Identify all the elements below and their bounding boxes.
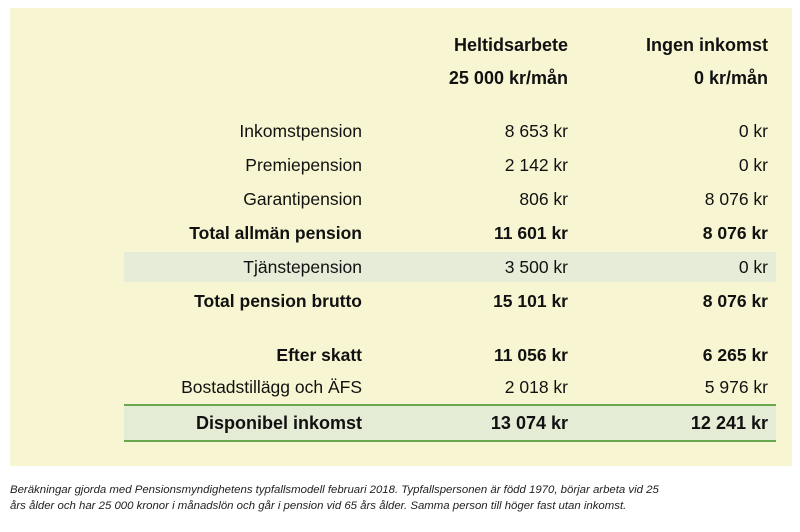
column-header-noincome-salary: 0 kr/mån bbox=[693, 68, 768, 88]
row-label: Tjänstepension bbox=[243, 257, 362, 277]
row-value-noincome: 8 076 kr bbox=[702, 291, 768, 311]
table-row-premiepension bbox=[10, 150, 792, 180]
row-value-fulltime: 11 601 kr bbox=[494, 223, 568, 243]
row-value-noincome: 8 076 kr bbox=[702, 223, 768, 243]
footnote-line-2: års ålder och har 25 000 kronor i månadslön och går i pension vid 65 års ålder. Samma person till höger fast utan inkomst. bbox=[10, 500, 627, 512]
footnote bbox=[10, 482, 790, 514]
row-label: Efter skatt bbox=[276, 345, 362, 365]
row-value-fulltime: 15 101 kr bbox=[493, 291, 568, 311]
row-value-fulltime: 2 018 kr bbox=[504, 377, 568, 397]
row-value-fulltime: 3 500 kr bbox=[504, 257, 568, 277]
row-value-noincome: 6 265 kr bbox=[702, 345, 768, 365]
table-row-tjanstepension bbox=[124, 252, 776, 282]
column-header-noincome bbox=[576, 34, 768, 89]
pension-table-panel bbox=[10, 8, 792, 466]
row-value-noincome: 0 kr bbox=[738, 121, 768, 141]
column-header-fulltime bbox=[400, 34, 568, 89]
row-value-noincome: 12 241 kr bbox=[690, 413, 768, 433]
table-row-total-pension-brutto bbox=[10, 286, 792, 316]
row-value-fulltime: 13 074 kr bbox=[490, 413, 568, 433]
table-row-inkomstpension bbox=[10, 116, 792, 146]
row-value-fulltime: 2 142 kr bbox=[504, 155, 568, 175]
table-row-total-allman-pension bbox=[10, 218, 792, 248]
row-label: Bostadstillägg och ÄFS bbox=[181, 377, 362, 397]
row-label: Premiepension bbox=[245, 155, 362, 175]
table-row-disponibel-inkomst bbox=[124, 404, 776, 442]
row-value-fulltime: 8 653 kr bbox=[504, 121, 568, 141]
column-header-noincome-title: Ingen inkomst bbox=[645, 35, 768, 55]
row-label: Garantipension bbox=[243, 189, 362, 209]
row-label: Inkomstpension bbox=[239, 121, 362, 141]
row-label: Disponibel inkomst bbox=[195, 413, 362, 433]
table-row-garantipension bbox=[10, 184, 792, 214]
column-header-fulltime-salary: 25 000 kr/mån bbox=[448, 68, 568, 88]
row-label: Total allmän pension bbox=[189, 223, 362, 243]
row-value-noincome: 5 976 kr bbox=[704, 377, 768, 397]
table-row-efter-skatt bbox=[10, 340, 792, 370]
table-row-bostadstillagg bbox=[10, 372, 792, 402]
row-value-noincome: 0 kr bbox=[738, 155, 768, 175]
row-value-noincome: 0 kr bbox=[738, 257, 768, 277]
column-header-fulltime-title: Heltidsarbete bbox=[453, 35, 568, 55]
row-value-fulltime: 806 kr bbox=[519, 189, 568, 209]
row-value-fulltime: 11 056 kr bbox=[494, 345, 568, 365]
row-label: Total pension brutto bbox=[194, 291, 362, 311]
row-value-noincome: 8 076 kr bbox=[704, 189, 768, 209]
footnote-line-1: Beräkningar gjorda med Pensionsmyndighetens typfallsmodell februari 2018. Typfallspersonen är född 1970, börjar arbeta vid 25 bbox=[10, 484, 659, 496]
